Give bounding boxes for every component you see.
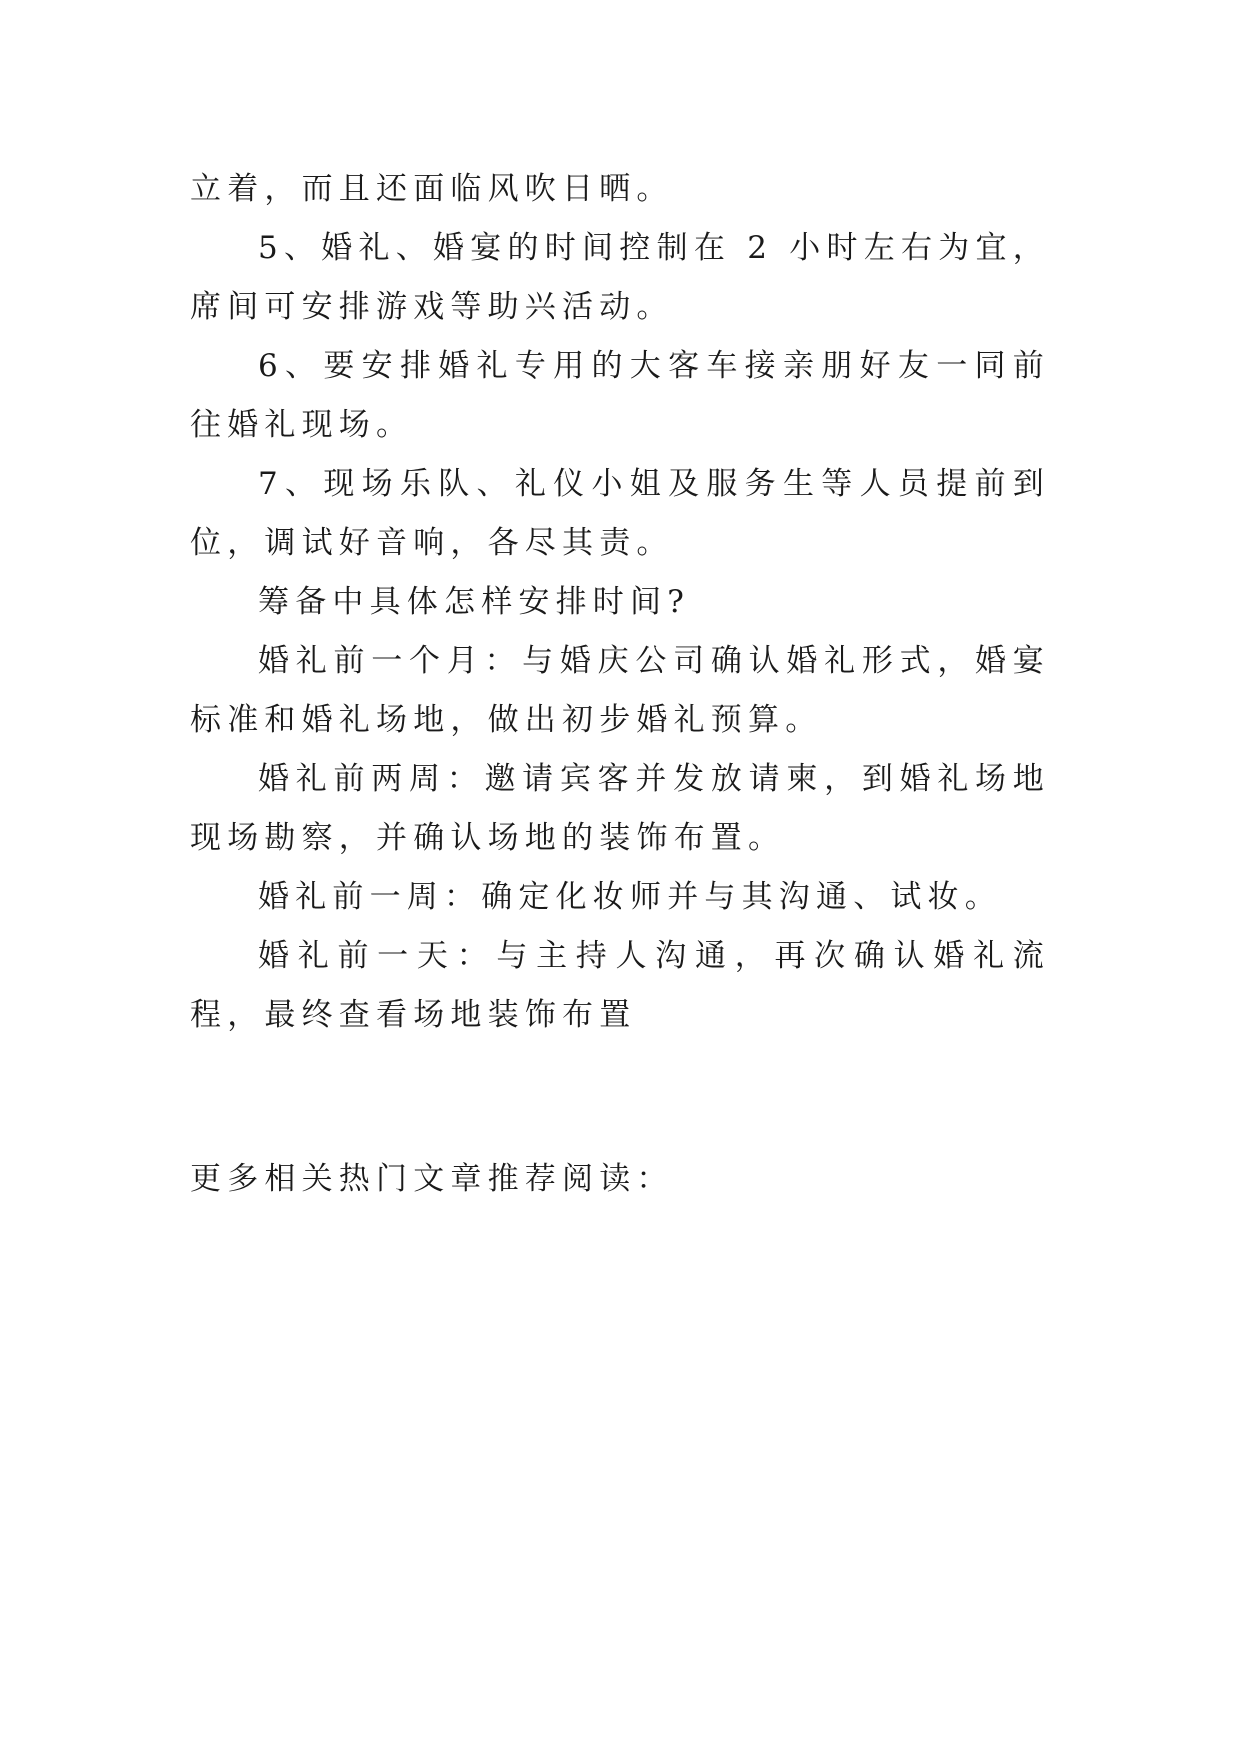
paragraph-9: 婚礼前一天：与主持人沟通，再次确认婚礼流程，最终查看场地装饰布置 — [190, 938, 1050, 1033]
paragraph-2: 5、婚礼、婚宴的时间控制在 2 小时左右为宜，席间可安排游戏等助兴活动。 — [190, 230, 1050, 325]
paragraph-3: 6、要安排婚礼专用的大客车接亲朋好友一同前往婚礼现场。 — [190, 348, 1050, 443]
paragraph-7: 婚礼前两周：邀请宾客并发放请柬，到婚礼场地现场勘察，并确认场地的装饰布置。 — [190, 761, 1050, 856]
related-articles-heading: 更多相关热门文章推荐阅读： — [190, 1161, 674, 1197]
paragraph-6: 婚礼前一个月：与婚庆公司确认婚礼形式，婚宴标准和婚礼场地，做出初步婚礼预算。 — [190, 643, 1050, 738]
paragraph-8: 婚礼前一周：确定化妆师并与其沟通、试妆。 — [258, 879, 1002, 915]
document-body — [190, 160, 1050, 1045]
paragraph-4: 7、现场乐队、礼仪小姐及服务生等人员提前到位，调试好音响，各尽其责。 — [190, 466, 1050, 561]
paragraph-1: 立着，而且还面临风吹日晒。 — [190, 171, 674, 207]
paragraph-5: 筹备中具体怎样安排时间? — [258, 584, 691, 620]
